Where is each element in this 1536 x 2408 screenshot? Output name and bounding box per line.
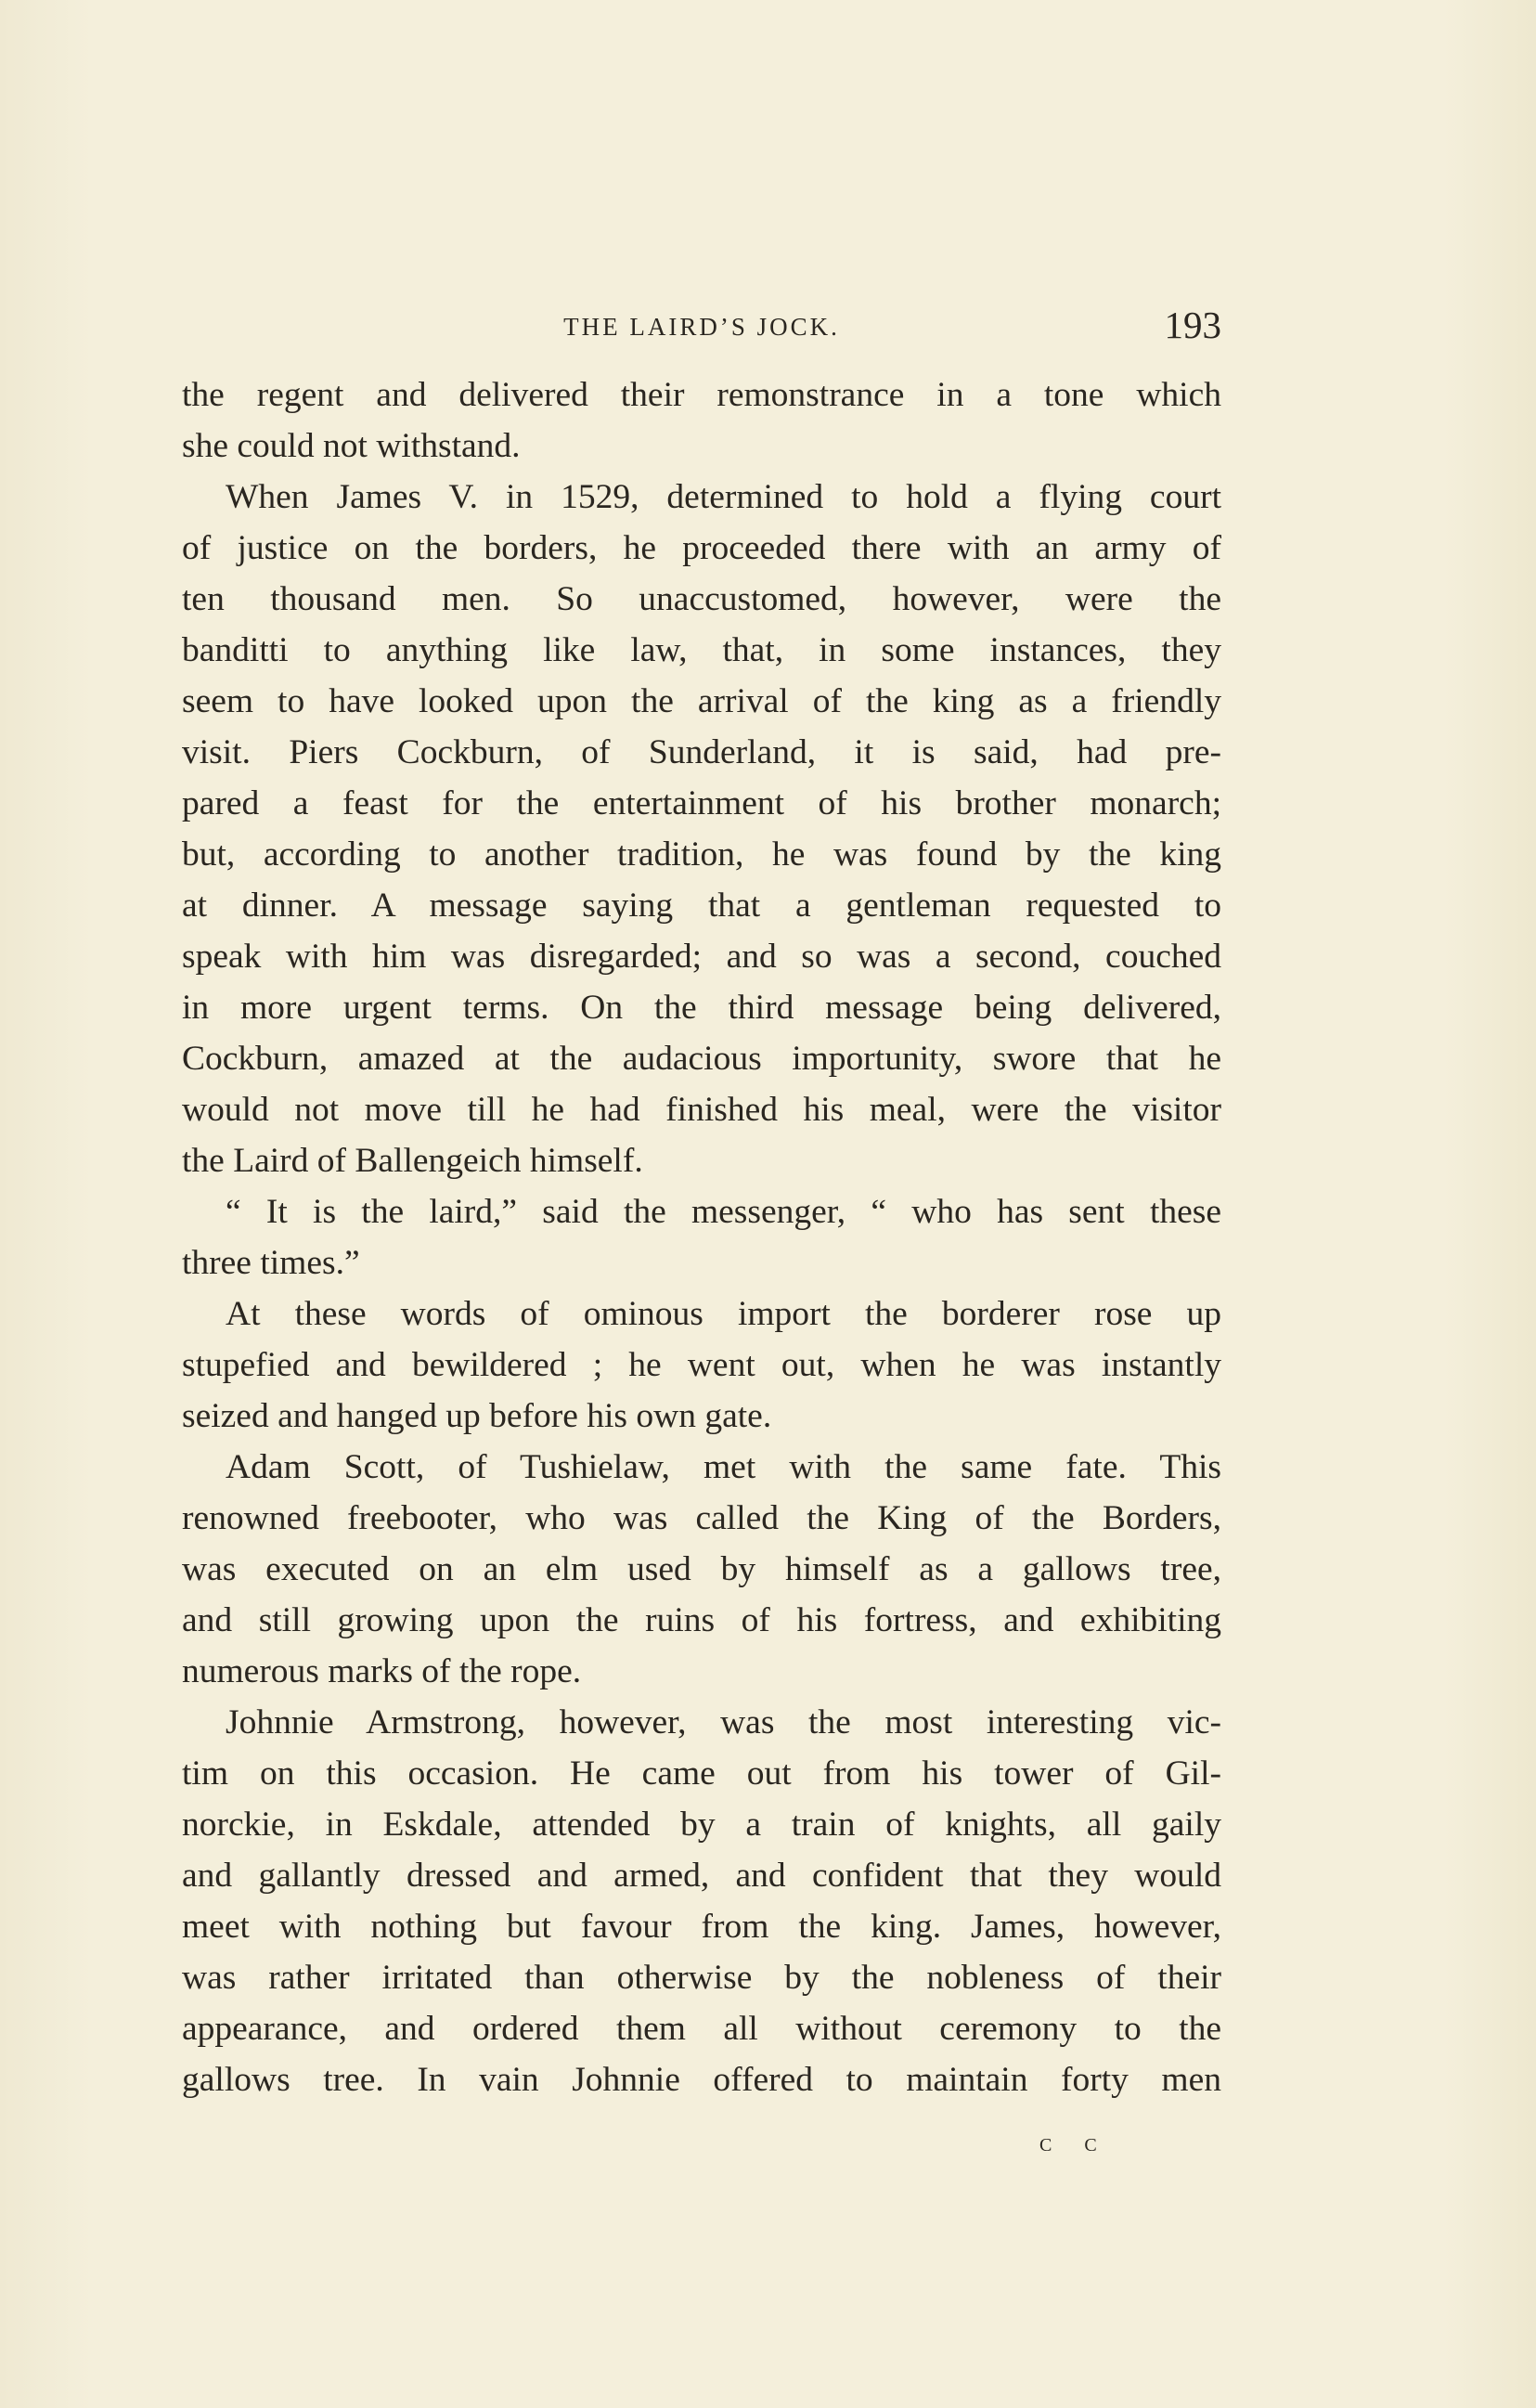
- text-line: renowned freebooter, who was called the King of the Borders,: [182, 1499, 1221, 1537]
- text-line: in more urgent terms. On the third message being delivered,: [182, 989, 1221, 1027]
- text-line: norckie, in Eskdale, attended by a train of knights, all gaily: [182, 1806, 1221, 1844]
- text-line: When James V. in 1529, determined to hold a flying court: [226, 478, 1221, 516]
- text-line: the Laird of Ballengeich himself.: [182, 1142, 643, 1180]
- text-line: and gallantly dressed and armed, and confident that they would: [182, 1857, 1221, 1895]
- text-line: speak with him was disregarded; and so was a second, couched: [182, 938, 1221, 976]
- body-text: [182, 369, 1221, 2105]
- text-line: banditti to anything like law, that, in some instances, they: [182, 631, 1221, 669]
- text-line: and still growing upon the ruins of his fortress, and exhibiting: [182, 1601, 1221, 1639]
- text-line: pared a feast for the entertainment of his brother monarch;: [182, 784, 1221, 822]
- text-line: Cockburn, amazed at the audacious importunity, swore that he: [182, 1040, 1221, 1078]
- text-line: seized and hanged up before his own gate.: [182, 1397, 772, 1435]
- text-line: was rather irritated than otherwise by the nobleness of their: [182, 1959, 1221, 1997]
- text-line: tim on this occasion. He came out from his tower of Gil-: [182, 1754, 1221, 1793]
- text-line: but, according to another tradition, he was found by the king: [182, 835, 1221, 874]
- text-line: stupefied and bewildered ; he went out, when he was instantly: [182, 1346, 1221, 1384]
- text-line: was executed on an elm used by himself as a gallows tree,: [182, 1550, 1221, 1588]
- text-line: meet with nothing but favour from the king. James, however,: [182, 1908, 1221, 1946]
- text-line: at dinner. A message saying that a gentleman requested to: [182, 887, 1221, 925]
- text-line: gallows tree. In vain Johnnie offered to maintain forty men: [182, 2061, 1221, 2099]
- text-line: visit. Piers Cockburn, of Sunderland, it is said, had pre-: [182, 733, 1221, 771]
- text-line: appearance, and ordered them all without ceremony to the: [182, 2010, 1221, 2048]
- text-line: At these words of ominous import the borderer rose up: [226, 1295, 1221, 1333]
- text-line: Johnnie Armstrong, however, was the most interesting vic-: [226, 1703, 1221, 1741]
- text-line: ten thousand men. So unaccustomed, however, were the: [182, 580, 1221, 618]
- running-head: [182, 297, 1221, 353]
- running-title: THE LAIRD’S JOCK.: [563, 313, 840, 341]
- text-line: numerous marks of the rope.: [182, 1652, 582, 1690]
- signature-mark: c c: [1039, 2129, 1110, 2157]
- text-line: she could not withstand.: [182, 427, 521, 465]
- text-line: the regent and delivered their remonstrance in a tone which: [182, 376, 1221, 414]
- text-line: three times.”: [182, 1244, 360, 1282]
- text-line: Adam Scott, of Tushielaw, met with the same fate. This: [226, 1448, 1221, 1486]
- text-line: seem to have looked upon the arrival of the king as a friendly: [182, 682, 1221, 720]
- text-line: “ It is the laird,” said the messenger, “ who has sent these: [226, 1193, 1221, 1231]
- text-line: of justice on the borders, he proceeded there with an army of: [182, 529, 1221, 567]
- page-number: 193: [1164, 304, 1221, 346]
- text-line: would not move till he had finished his meal, were the visitor: [182, 1091, 1221, 1129]
